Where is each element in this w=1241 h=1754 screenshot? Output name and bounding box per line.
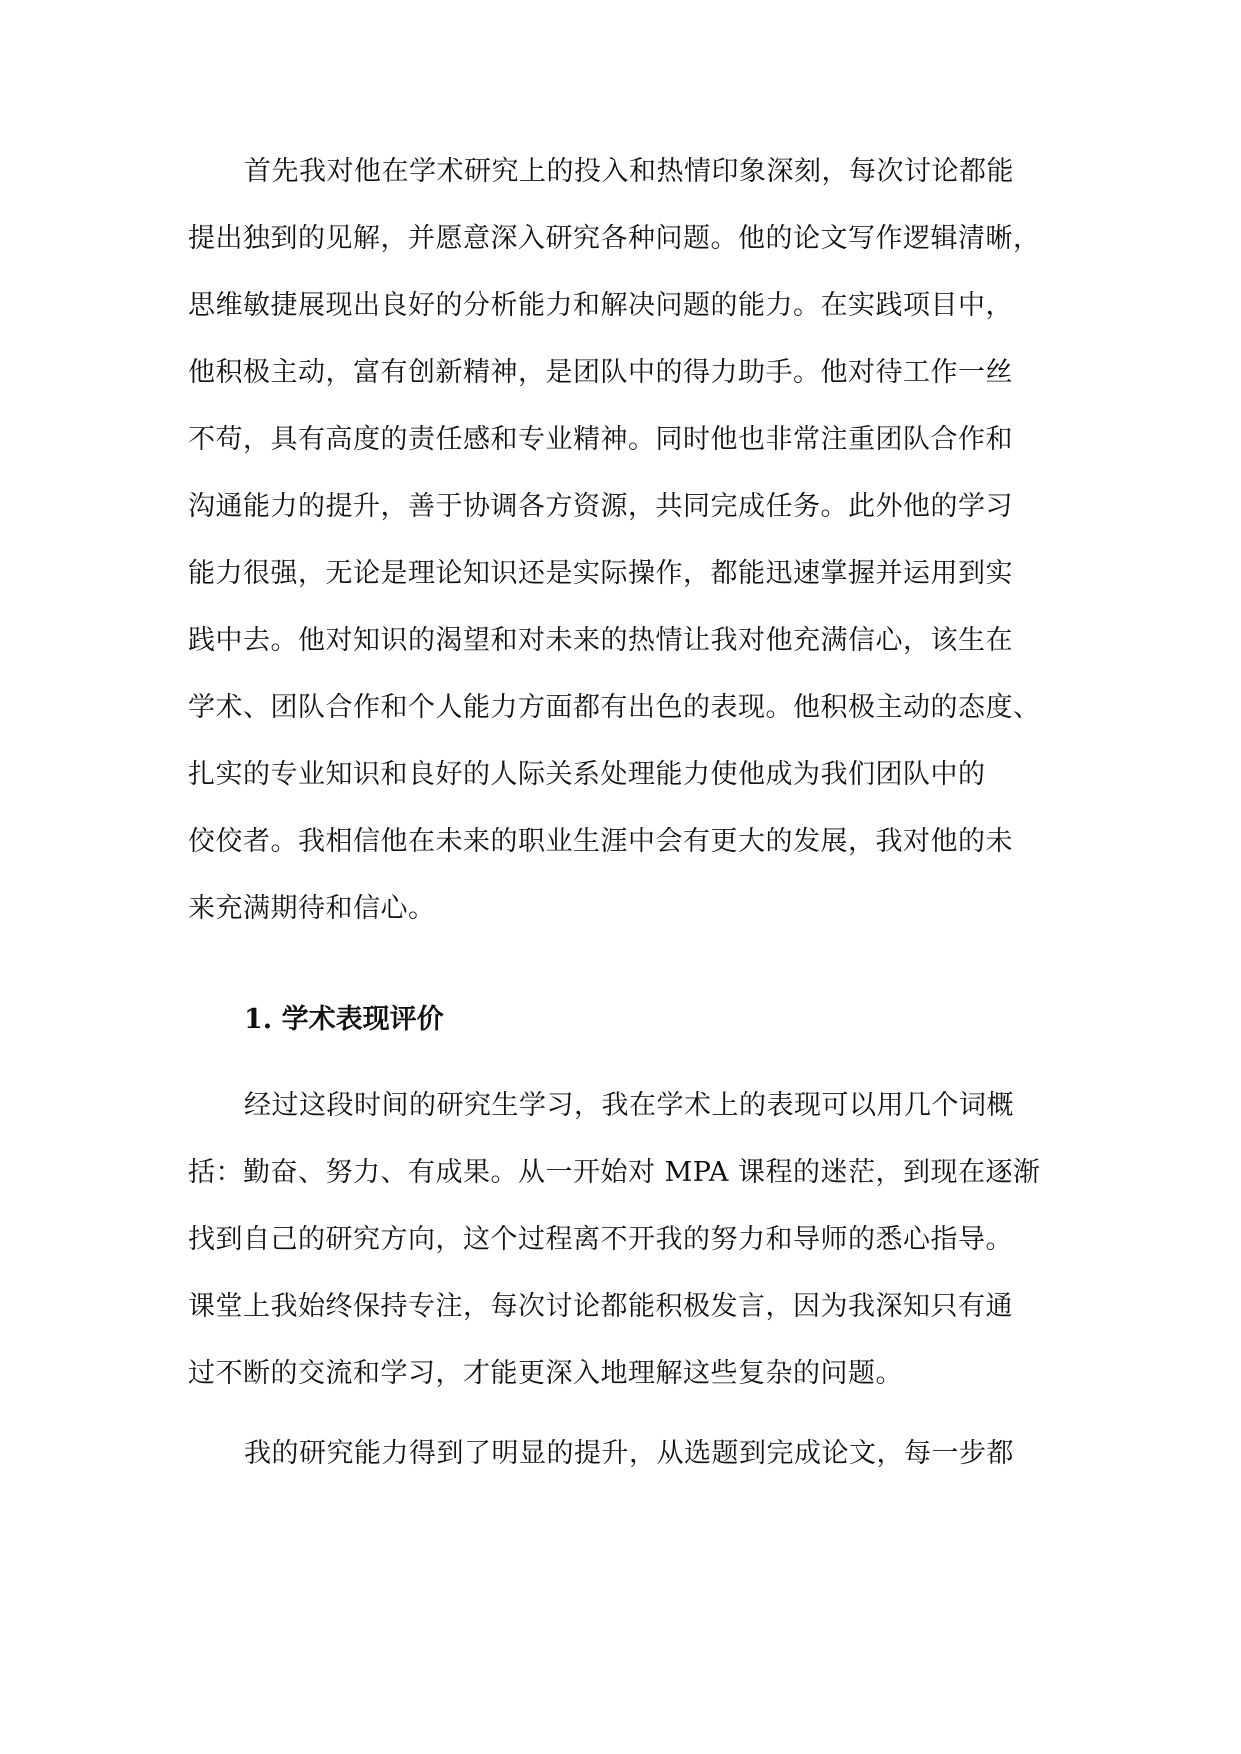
text-line: 能力很强，无论是理论知识还是实际操作，都能迅速掌握并运用到实 — [188, 558, 1013, 589]
text-line: 沟通能力的提升，善于协调各方资源，共同完成任务。此外他的学习 — [188, 491, 1013, 522]
text-line: 括：勤奋、努力、有成果。从一开始对 MPA 课程的迷茫，到现在逐渐 — [188, 1157, 1041, 1188]
text-line: 践中去。他对知识的渴望和对未来的热情让我对他充满信心，该生在 — [188, 625, 1013, 656]
text-line: 首先我对他在学术研究上的投入和热情印象深刻，每次讨论都能 — [244, 156, 1014, 187]
text-line: 不苟，具有高度的责任感和专业精神。同时他也非常注重团队合作和 — [188, 424, 1013, 455]
text-line: 过不断的交流和学习，才能更深入地理解这些复杂的问题。 — [188, 1358, 903, 1389]
text-line: 课堂上我始终保持专注，每次讨论都能积极发言，因为我深知只有通 — [188, 1291, 1013, 1322]
text-line: 我的研究能力得到了明显的提升，从选题到完成论文，每一步都 — [244, 1438, 1014, 1469]
text-line: 来充满期待和信心。 — [188, 893, 436, 924]
text-line: 学术、团队合作和个人能力方面都有出色的表现。他积极主动的态度、 — [188, 692, 1041, 723]
text-line: 佼佼者。我相信他在未来的职业生涯中会有更大的发展，我对他的未 — [188, 826, 1013, 857]
text-line: 他积极主动，富有创新精神，是团队中的得力助手。他对待工作一丝 — [188, 357, 1013, 388]
text-line: 找到自己的研究方向，这个过程离不开我的努力和导师的悉心指导。 — [188, 1224, 1013, 1255]
text-line: 经过这段时间的研究生学习，我在学术上的表现可以用几个词概 — [244, 1090, 1014, 1121]
text-line: 提出独到的见解，并愿意深入研究各种问题。他的论文写作逻辑清晰， — [188, 223, 1041, 254]
text-line: 扎实的专业知识和良好的人际关系处理能力使他成为我们团队中的 — [188, 759, 986, 790]
section-heading: 1. 学术表现评价 — [244, 1004, 444, 1035]
text-line: 思维敏捷展现出良好的分析能力和解决问题的能力。在实践项目中， — [188, 290, 1013, 321]
